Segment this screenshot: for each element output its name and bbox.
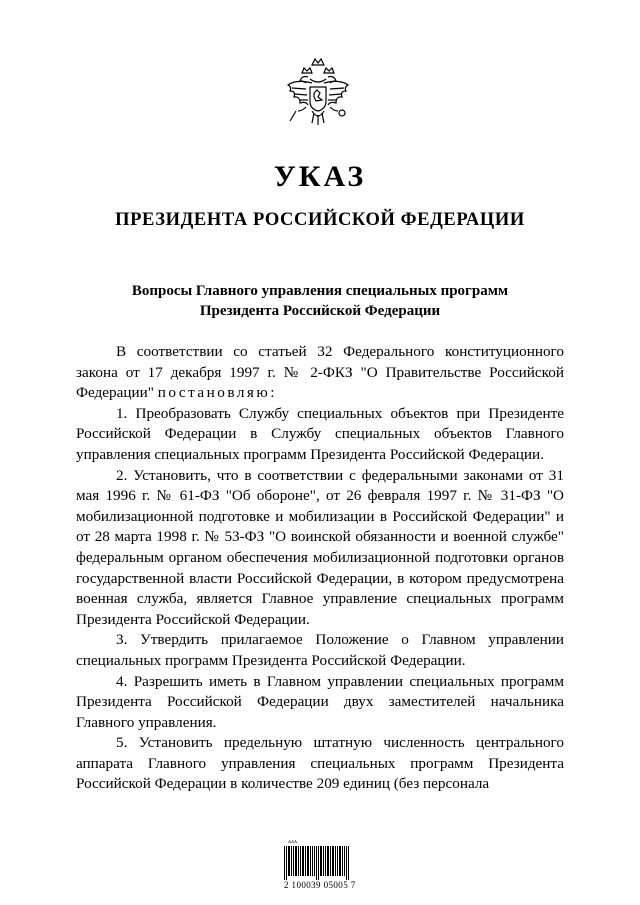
barcode-icon [284,846,350,880]
barcode-number: 2 100039 05005 7 [284,880,356,890]
paragraph-3: 3. Утвердить прилагаемое Положение о Главном управлении специальных программ Президента Российской Федерации. [76,631,564,669]
intro-text: В соответствии со статьей 32 Федерального конституционного закона от 17 декабря 1997 г. № 2-ФКЗ "О Правительстве Российской Федерации" [76,343,564,402]
barcode-block [284,838,358,890]
coat-of-arms-icon [282,55,354,145]
heading-line-2: Президента Российской Федерации [199,303,441,319]
intro-paragraph [76,342,564,404]
paragraph-1: 1. Преобразовать Службу специальных объектов при Президенте Российской Федерации в Службу специальных объектов Главного управления специальных программ Президента Российской Федерации. [76,404,564,463]
paragraph-5: 5. Установить предельную штатную численность центрального аппарата Главного управления специальных программ Президента Российской Федерации в количестве 209 единиц (без персонала [76,734,564,793]
document-heading [70,281,570,321]
paragraph-2: 2. Установить, что в соответствии с федеральными законами от 31 мая 1996 г. № 61-ФЗ "Об обороне", от 26 февраля 1997 г. № 31-ФЗ "О мобилизационной подготовке и мобилизации в Российской Федерации" и от 28 марта 1998 г. № 53-ФЗ "О воинской обязанности и военной службе" федеральным органом обеспечения мобилизационной подготовки органов государственной власти Российской Федерации, в котором предусмотрена военная служба, является Главное управление специальных программ Президента Российской Федерации. [76,466,564,628]
paragraph-4: 4. Разрешить иметь в Главном управлении специальных программ Президента Российской Федерации двух заместителей начальника Главного управления. [76,672,564,731]
document-body [76,342,564,795]
document-title: УКАЗ [273,160,367,193]
intro-verb: постановляю: [157,384,277,402]
document-subtitle: ПРЕЗИДЕНТА РОССИЙСКОЙ ФЕДЕРАЦИИ [115,210,525,230]
barcode-mark: ᴧᴧᴧ [288,839,297,845]
heading-line-1: Вопросы Главного управления специальных программ [131,283,509,299]
